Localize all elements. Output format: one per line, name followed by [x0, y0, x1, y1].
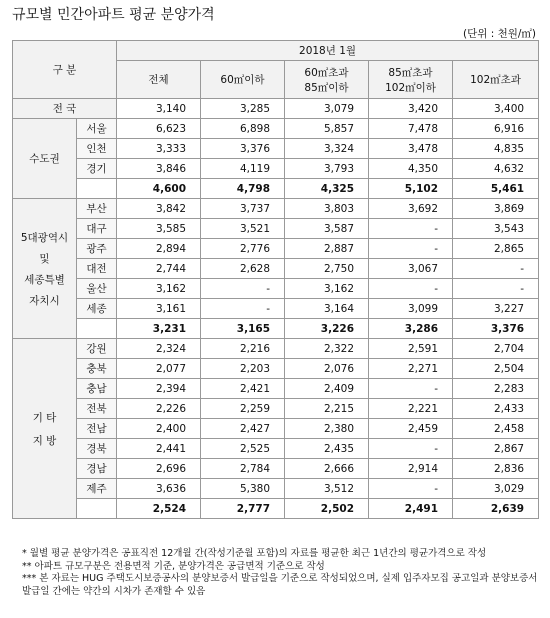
value-cell: 2,409 [285, 379, 369, 399]
value-cell: 2,865 [453, 239, 539, 259]
table-row [13, 419, 539, 439]
value-cell: 4,835 [453, 139, 539, 159]
region-name: 제주 [77, 479, 117, 499]
value-cell: 3,286 [369, 319, 453, 339]
value-cell: 6,898 [201, 119, 285, 139]
value-cell: 3,079 [285, 99, 369, 119]
value-cell: 6,916 [453, 119, 539, 139]
region-name: 경기 [77, 159, 117, 179]
table-row [13, 239, 539, 259]
value-cell: - [369, 279, 453, 299]
value-cell: 3,226 [285, 319, 369, 339]
value-cell: 3,478 [369, 139, 453, 159]
value-cell: 3,376 [201, 139, 285, 159]
group-label-line: 지 방 [32, 434, 57, 447]
value-cell: 3,587 [285, 219, 369, 239]
value-cell: 4,600 [117, 179, 201, 199]
region-name: 광주 [77, 239, 117, 259]
value-cell: 3,140 [117, 99, 201, 119]
value-cell: 2,704 [453, 339, 539, 359]
value-cell: 3,164 [285, 299, 369, 319]
value-cell: 3,585 [117, 219, 201, 239]
table-row [13, 399, 539, 419]
value-cell: - [453, 279, 539, 299]
unit-label: (단위 : 천원/㎡) [462, 28, 536, 40]
value-cell: 3,067 [369, 259, 453, 279]
table-body [13, 99, 539, 519]
metro-group-label: 수도권 [13, 119, 77, 199]
table-row [13, 339, 539, 359]
region-name: 전북 [77, 399, 117, 419]
value-cell: - [369, 219, 453, 239]
value-cell: 2,776 [201, 239, 285, 259]
value-cell: 3,231 [117, 319, 201, 339]
value-cell: 6,623 [117, 119, 201, 139]
footnote-2: ** 아파트 규모구분은 전용면적 기준, 분양가격은 공급면적 기준으로 작성 [22, 560, 325, 572]
value-cell: 2,784 [201, 459, 285, 479]
header-col-1: 60㎡이하 [201, 61, 285, 99]
table-row [13, 439, 539, 459]
value-cell: 3,162 [285, 279, 369, 299]
header-col-2: 60㎡초과 85㎡이하 [285, 61, 369, 99]
value-cell: 3,324 [285, 139, 369, 159]
value-cell: 2,077 [117, 359, 201, 379]
value-cell: 2,216 [201, 339, 285, 359]
value-cell: 3,737 [201, 199, 285, 219]
value-cell: 3,400 [453, 99, 539, 119]
header-col-3: 85㎡초과 102㎡이하 [369, 61, 453, 99]
region-name: 경북 [77, 439, 117, 459]
provinces-group-label [13, 339, 77, 519]
cities-group-label [13, 199, 77, 339]
value-cell: - [369, 479, 453, 499]
value-cell: 2,744 [117, 259, 201, 279]
table-row [13, 379, 539, 399]
value-cell: 3,842 [117, 199, 201, 219]
value-cell: 3,869 [453, 199, 539, 219]
value-cell: - [369, 439, 453, 459]
value-cell: 2,836 [453, 459, 539, 479]
value-cell: 3,162 [117, 279, 201, 299]
value-cell: 4,325 [285, 179, 369, 199]
value-cell: 2,394 [117, 379, 201, 399]
region-name: 세종 [77, 299, 117, 319]
value-cell: 2,215 [285, 399, 369, 419]
subtotal-row [13, 319, 539, 339]
header-col-4: 102㎡초과 [453, 61, 539, 99]
group-label-line: 기 타 [32, 411, 57, 424]
value-cell: - [201, 299, 285, 319]
value-cell: 2,459 [369, 419, 453, 439]
value-cell: 2,076 [285, 359, 369, 379]
header-group-label: 구 분 [13, 41, 117, 99]
value-cell: 3,543 [453, 219, 539, 239]
value-cell: 2,867 [453, 439, 539, 459]
group-label-line: 및 [39, 252, 50, 265]
value-cell: 2,380 [285, 419, 369, 439]
footnote-1: * 월별 평균 분양가격은 공표직전 12개월 간(작성기준월 포함)의 자료를 평균한 최근 1년간의 평균가격으로 작성 [22, 548, 487, 559]
value-cell: 2,666 [285, 459, 369, 479]
value-cell: 2,283 [453, 379, 539, 399]
value-cell: 2,639 [453, 499, 539, 519]
table-row [13, 199, 539, 219]
group-label-line: 세종특별 [24, 273, 65, 286]
value-cell: 3,029 [453, 479, 539, 499]
value-cell: - [453, 259, 539, 279]
region-name: 강원 [77, 339, 117, 359]
table-row [13, 119, 539, 139]
table-row [13, 279, 539, 299]
value-cell: 2,894 [117, 239, 201, 259]
region-name: 대전 [77, 259, 117, 279]
value-cell: 5,102 [369, 179, 453, 199]
table-row [13, 219, 539, 239]
subtotal-name-blank [77, 179, 117, 199]
table-row [13, 299, 539, 319]
value-cell: 2,441 [117, 439, 201, 459]
value-cell: 3,161 [117, 299, 201, 319]
region-name: 충북 [77, 359, 117, 379]
group-label-line: 5대광역시 [20, 231, 69, 244]
value-cell: 3,793 [285, 159, 369, 179]
table-row [13, 259, 539, 279]
value-cell: 2,777 [201, 499, 285, 519]
value-cell: 3,333 [117, 139, 201, 159]
table-row [13, 159, 539, 179]
value-cell: - [201, 279, 285, 299]
table-row [13, 459, 539, 479]
value-cell: 3,376 [453, 319, 539, 339]
value-cell: - [369, 239, 453, 259]
value-cell: 3,521 [201, 219, 285, 239]
region-name: 인천 [77, 139, 117, 159]
value-cell: 2,226 [117, 399, 201, 419]
value-cell: 3,420 [369, 99, 453, 119]
value-cell: 2,427 [201, 419, 285, 439]
page-title: 규모별 민간아파트 평균 분양가격 [12, 7, 215, 23]
value-cell: 5,461 [453, 179, 539, 199]
value-cell: 7,478 [369, 119, 453, 139]
group-label-line: 자치시 [29, 294, 60, 307]
value-cell: 3,512 [285, 479, 369, 499]
value-cell: 2,324 [117, 339, 201, 359]
value-cell: 2,628 [201, 259, 285, 279]
value-cell: 2,400 [117, 419, 201, 439]
value-cell: 5,380 [201, 479, 285, 499]
value-cell: 2,591 [369, 339, 453, 359]
table-row [13, 359, 539, 379]
value-cell: 2,504 [453, 359, 539, 379]
footnotes [22, 548, 542, 598]
value-cell: 3,227 [453, 299, 539, 319]
footnote-3: *** 본 자료는 HUG 주택도시보증공사의 분양보증서 발급일을 기준으로 작성되었으며, 실제 입주자모집 공고일과 분양보증서 발급일 간에는 약간의 시차가 존재할 수 있음 [22, 573, 538, 597]
table-row [13, 479, 539, 499]
subtotal-name-blank [77, 499, 117, 519]
table-header [13, 41, 539, 99]
value-cell: 5,857 [285, 119, 369, 139]
value-cell: 2,421 [201, 379, 285, 399]
region-name: 울산 [77, 279, 117, 299]
value-cell: 2,458 [453, 419, 539, 439]
table-row-national [13, 99, 539, 119]
region-name: 충남 [77, 379, 117, 399]
region-name: 경남 [77, 459, 117, 479]
value-cell: 2,524 [117, 499, 201, 519]
value-cell: 2,525 [201, 439, 285, 459]
value-cell: 3,165 [201, 319, 285, 339]
value-cell: 2,887 [285, 239, 369, 259]
header-col-0: 전체 [117, 61, 201, 99]
subtotal-name-blank [77, 319, 117, 339]
value-cell: 2,750 [285, 259, 369, 279]
value-cell: 3,692 [369, 199, 453, 219]
table-row [13, 139, 539, 159]
header-period: 2018년 1월 [117, 41, 539, 61]
value-cell: 4,632 [453, 159, 539, 179]
value-cell: 4,350 [369, 159, 453, 179]
value-cell: 2,221 [369, 399, 453, 419]
value-cell: 4,798 [201, 179, 285, 199]
value-cell: 2,696 [117, 459, 201, 479]
price-table [12, 40, 539, 519]
value-cell: 2,491 [369, 499, 453, 519]
region-name: 부산 [77, 199, 117, 219]
region-name: 대구 [77, 219, 117, 239]
region-name: 전남 [77, 419, 117, 439]
value-cell: 2,203 [201, 359, 285, 379]
value-cell: 2,259 [201, 399, 285, 419]
value-cell: - [369, 379, 453, 399]
value-cell: 4,119 [201, 159, 285, 179]
value-cell: 2,433 [453, 399, 539, 419]
value-cell: 3,636 [117, 479, 201, 499]
value-cell: 3,846 [117, 159, 201, 179]
region-name: 서울 [77, 119, 117, 139]
value-cell: 2,271 [369, 359, 453, 379]
value-cell: 3,099 [369, 299, 453, 319]
value-cell: 2,914 [369, 459, 453, 479]
value-cell: 3,803 [285, 199, 369, 219]
value-cell: 2,502 [285, 499, 369, 519]
subtotal-row [13, 179, 539, 199]
national-label: 전 국 [13, 99, 117, 119]
subtotal-row [13, 499, 539, 519]
value-cell: 2,322 [285, 339, 369, 359]
value-cell: 3,285 [201, 99, 285, 119]
value-cell: 2,435 [285, 439, 369, 459]
